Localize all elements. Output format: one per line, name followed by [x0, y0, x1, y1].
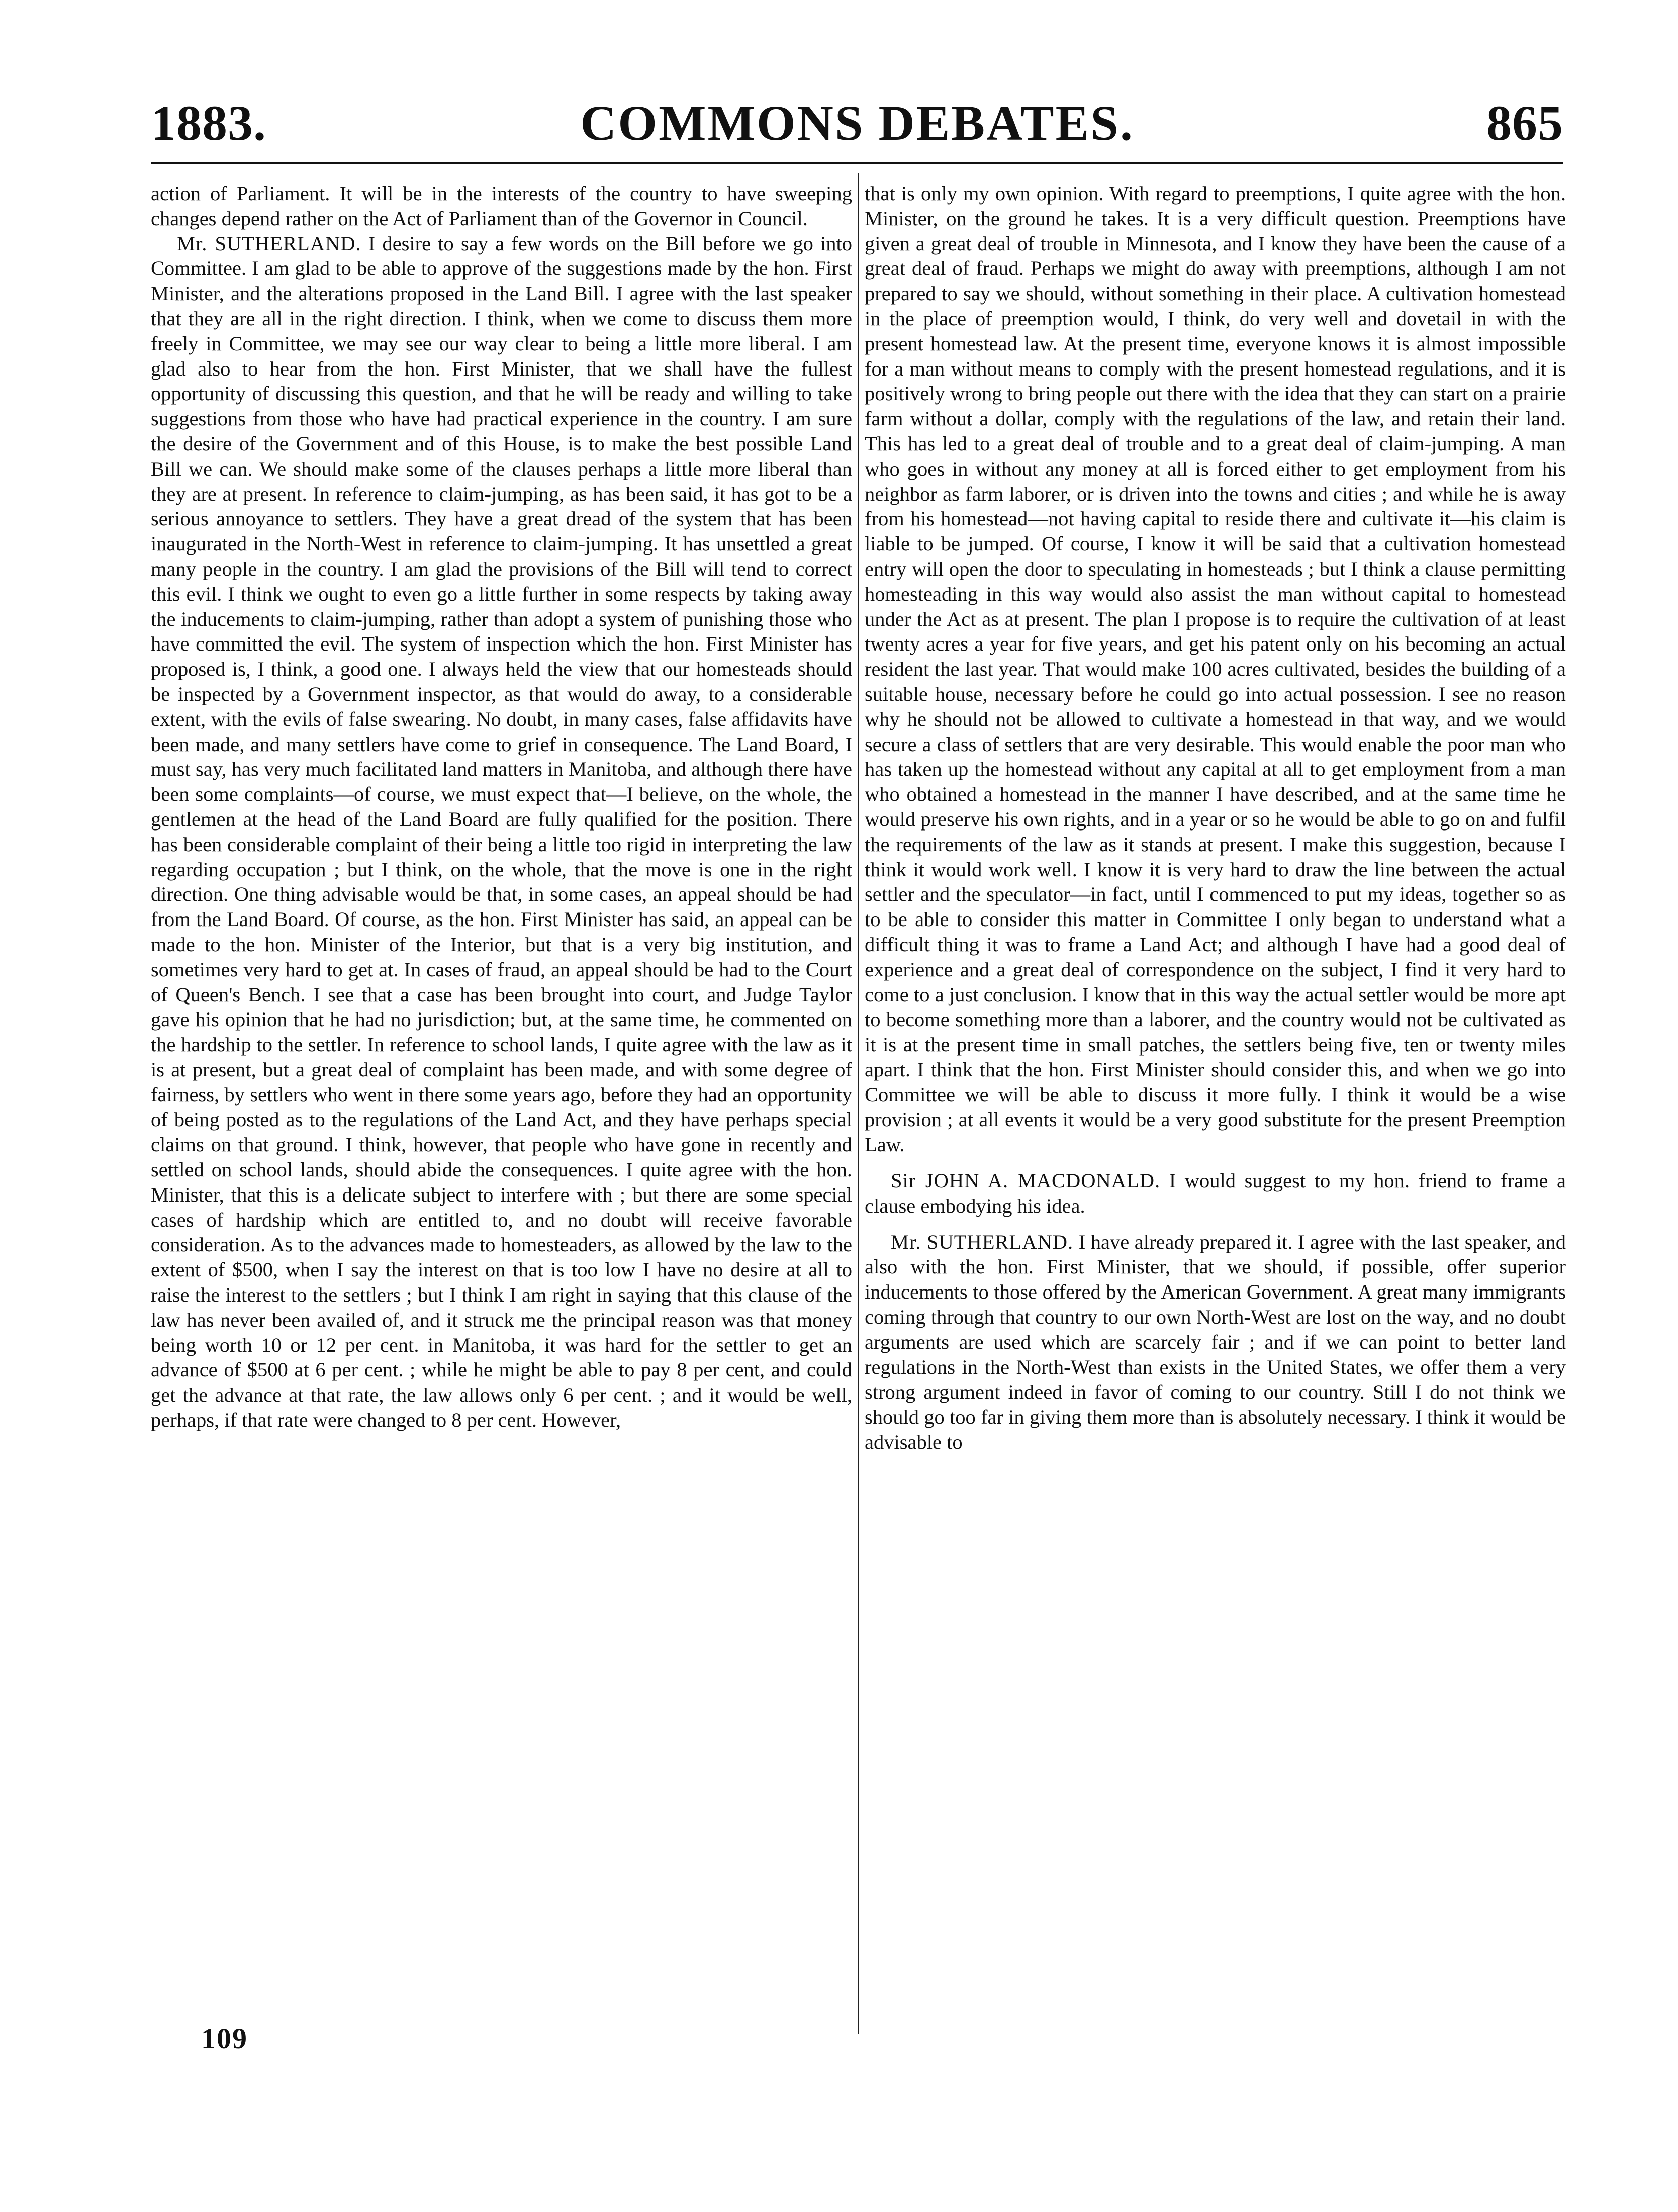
signature-mark: 109	[201, 2022, 248, 2055]
header-title: COMMONS DEBATES.	[580, 95, 1134, 151]
column-divider	[858, 173, 859, 2034]
right-column	[865, 181, 1566, 1455]
header-page-number: 865	[1486, 95, 1563, 151]
speech-text: I would suggest to my hon. friend to frame a clause embodying his idea.	[865, 1169, 1566, 1217]
speaker-name: Mr. SUTHERLAND.	[891, 1230, 1074, 1253]
speaker-name: Mr. SUTHERLAND.	[177, 232, 361, 255]
left-paragraph-continuation: action of Parliament. It will be in the interests of the country to have sweeping changes depend rather on the Act of Parliament than of the Governor in Council.	[151, 182, 852, 230]
right-paragraph-macdonald	[865, 1168, 1566, 1219]
page-header	[151, 90, 1563, 156]
speech-text: I desire to say a few words on the Bill before we go into Committee. I am glad to be able to approve of the suggestions made by the hon. First Minister, and the alterations proposed in the Land Bill. I agree with the last speaker that they are all in the right direction. I think, when we come to discuss them more freely in Committee, we may see our way clear to being a little more liberal. I am glad also to hear from the hon. First Minister, that we shall have the fullest opportunity of discussing this question, and that he will be ready and willing to take suggestions from those who have had practical experience in the country. I am sure the desire of the Government and of this House, is to make the best possible Land Bill we can. We should make some of the clauses perhaps a little more liberal than they are at present. In reference to claim-jumping, as has been said, it has got to be a serious annoyance to settlers. They have a great dread of the system that has been inaugurated in the North-West in reference to claim-jumping. It has unsettled a great many people in the country. I am glad the provisions of the Bill will tend to correct this evil. I think we ought to even go a little further in some respects by taking away the inducements to claim-jumping, rather than adopt a system of punishing those who have committed the evil. The system of inspection which the hon. First Minister has proposed is, I think, a good one. I always held the view that our homesteads should be inspected by a Government inspector, as that would do away, to a considerable extent, with the evils of false swearing. No doubt, in many cases, false affidavits have been made, and many settlers have come to grief in consequence. The Land Board, I must say, has very much facilitated land matters in Manitoba, and although there have been some complaints—of course, we must expect that—I believe, on the whole, the gentlemen at the head of the Land Board are fully qualified for the position. There has been considerable complaint of their being a little too rigid in interpreting the law regarding occupation ; but I think, on the whole, that the move is one in the right direction. One thing advisable would be that, in some cases, an appeal should be had from the Land Board. Of course, as the hon. First Minister has said, an appeal can be made to the hon. Minister of the Interior, but that is a very big institution, and sometimes very hard to get at. In cases of fraud, an appeal should be had to the Court of Queen's Bench. I see that a case has been brought into court, and Judge Taylor gave his opinion that he had no jurisdiction; but, at the same time, he commented on the hardship to the settler. In reference to school lands, I quite agree with the law as it is at present, but a great deal of complaint has been made, and with some degree of fairness, by settlers who went in there some years ago, before they had an opportunity of being posted as to the regulations of the Land Act, and they have perhaps special claims on that ground. I think, however, that people who have gone in recently and settled on school lands, should abide the consequences. I quite agree with the hon. Minister, that this is a delicate subject to interfere with ; but there are some special cases of hardship which are entitled to, and no doubt will receive favorable consideration. As to the advances made to homesteaders, as allowed by the law to the extent of $500, when I say the interest on that is too low I have no desire at all to raise the interest to the settlers ; but I think I am right in saying that this clause of the law has never been availed of, and it struck me the principal reason was that money being worth 10 or 12 per cent. in Manitoba, it was hard for the settler to get an advance of $500 at 6 per cent. ; while he might be able to pay 8 per cent, and could get the advance at that rate, the law allows only 6 per cent. ; and it would be well, perhaps, if that rate were changed to 8 per cent. However,	[151, 232, 852, 1432]
left-paragraph-sutherland	[151, 231, 852, 1433]
right-paragraph-continuation: that is only my own opinion. With regard to preemptions, I quite agree with the hon. Minister, on the ground he takes. It is a very difficult question. Preemptions have given a great deal of trouble in Minnesota, and I know they have been the cause of a great deal of fraud. Perhaps we might do away with preemptions, although I am not prepared to say we should, without something in their place. A cultivation homestead in the place of preemption would, I think, do very well and dovetail in with the present homestead law. At the present time, everyone knows it is almost impossible for a man without means to comply with the present homestead regulations, and it is positively wrong to bring people out there with the idea that they can start on a prairie farm without a dollar, comply with the regulations of the law, and retain their land. This has led to a great deal of trouble and to a great deal of claim-jumping. A man who goes in without any money at all is forced either to get employment from his neighbor as farm laborer, or is driven into the towns and cities ; and while he is away from his homestead—not having capital to reside there and cultivate it—his claim is liable to be jumped. Of course, I know it will be said that a cultivation homestead entry will open the door to speculating in homesteads ; but I think a clause permitting homesteading in this way would also assist the man without capital to homestead under the Act as at present. The plan I propose is to require the cultivation of at least twenty acres a year for five years, and get his patent only on his becoming an actual resident the last year. That would make 100 acres cultivated, besides the building of a suitable house, necessary before he could go into actual possession. I see no reason why he should not be allowed to cultivate a homestead in that way, and we would secure a class of settlers that are very desirable. This would enable the poor man who has taken up the homestead without any capital at all to get employment from a man who obtained a homestead in the manner I have described, and at the same time he would preserve his own rights, and in a year or so he would be able to go on and fulfil the requirements of the law as it stands at present. I make this suggestion, because I think it would work well. I know it is very hard to draw the line between the actual settler and the speculator—in fact, until I commenced to put my ideas, together so as to be able to consider this matter in Committee I only began to understand what a difficult thing it was to frame a Land Act; and although I have had a good deal of experience and a great deal of correspondence on the subject, I find it very hard to come to a just conclusion. I know that in this way the actual settler would be more apt to become something more than a laborer, and the country would not be cultivated as it is at the present time in small patches, the settlers being five, ten or twenty miles apart. I think that the hon. First Minister should consider this, and when we go into Committee we will be able to discuss it more fully. I think it would be a wise provision ; at all events it would be a very good substitute for the present Preemption Law.	[865, 182, 1566, 1156]
header-rule	[151, 162, 1563, 164]
right-paragraph-sutherland	[865, 1230, 1566, 1455]
speaker-name: Sir JOHN A. MACDONALD.	[891, 1169, 1161, 1192]
speech-text: I have already prepared it. I agree with the last speaker, and also with the hon. First Minister, that we should, if possible, offer superior inducements to those offered by the American Government. A great many immigrants coming through that country to our own North-West are lost on the way, and no doubt arguments are used which are scarcely fair ; and if we can point to better land regulations in the North-West than exists in the United States, we offer them a very strong argument indeed in favor of coming to our country. Still I do not think we should go too far in giving them more than is absolutely necessary. I think it would be advisable to	[865, 1230, 1566, 1454]
header-year: 1883.	[151, 95, 266, 151]
left-column	[151, 181, 852, 1433]
